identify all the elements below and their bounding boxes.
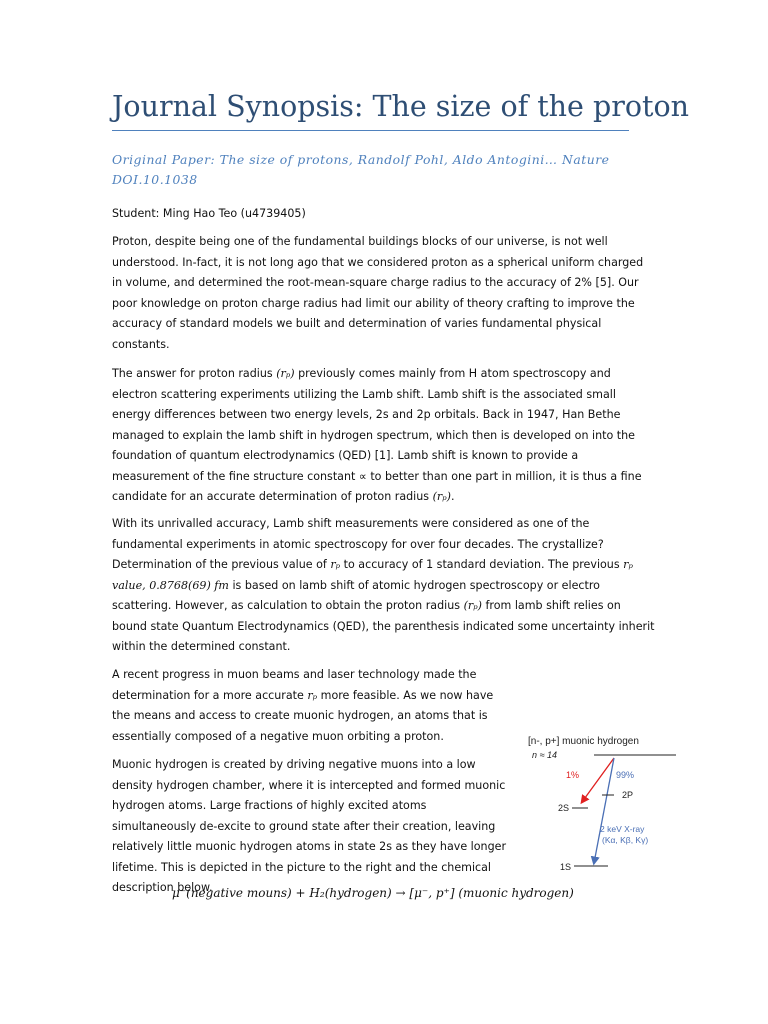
paragraph-muonic-hydrogen: Muonic hydrogen is created by driving negative muons into a low density hydrogen chamber, where it is intercepted and formed muonic hydrogen atoms. Large fractions of highly excited atoms simultaneously de-excite to ground state after their creation, leaving relatively little muonic hydrogen atoms in state 2s as they have longer lifetime. This is depicted in the picture to the right and the chemical description below. <box>112 758 507 894</box>
paragraph-text: A recent progress in muon beams and laser technology made the determination for a more accurate <box>112 668 477 702</box>
level-2p-label: 2P <box>622 790 634 800</box>
chemical-equation: μ⁻(negative mouns) + H₂(hydrogen) → [μ⁻, p⁺] (muonic hydrogen) <box>172 886 574 900</box>
diagram-title: [n-, p+] muonic hydrogen <box>528 736 639 747</box>
paragraph-text: . <box>451 490 455 503</box>
xray-label: 2 keV X-ray <box>600 824 645 834</box>
level-n-label: n ≈ 14 <box>532 750 557 760</box>
proton-radius-symbol: rₚ <box>307 688 318 702</box>
level-1s-label: 1S <box>560 862 572 872</box>
proton-radius-symbol: (rₚ) <box>276 367 295 380</box>
proton-radius-symbol: (rₚ) <box>432 490 452 503</box>
proton-radius-value: rₚ value, 0.8768(69) fm <box>112 558 633 592</box>
paragraph-introduction: Proton, despite being one of the fundamental buildings blocks of our universe, is not well understood. In-fact, it is not long ago that we considered proton as a spherical uniform charged in volume, and determined the root-mean-square charge radius to the accuracy of 2% [5]. Our poor knowledge on proton charge radius had limit our ability of theory crafting to improve the accuracy of standard models we built and determination of varies fundamental physical constants. <box>112 235 644 351</box>
paragraph-lamb-shift <box>112 364 656 508</box>
transition-99pct-label: 99% <box>616 770 635 780</box>
proton-radius-symbol: rₚ <box>330 558 341 571</box>
title-underline <box>112 130 629 131</box>
level-2s-label: 2S <box>558 803 570 813</box>
paragraph-text: from lamb shift relies on bound state Quantum Electrodynamics (QED), the parenthesis indicated some uncertainty inherit within the determined constant. <box>112 599 655 653</box>
paragraph-text: previously comes mainly from H atom spectroscopy and electron scattering experiments utilizing the Lamb shift. Lamb shift is the associated small energy differences between two energy levels, 2s and 2p orbitals. Back in 1947, Han Bethe managed to explain the lamb shift in hydrogen spectrum, which then is developed on into the foundation of quantum electrodynamics (QED) [1]. Lamb shift is known to provide a measurement of the fine structure constant ∝ to better than one part in million, it is thus a fine candidate for an accurate determination of proton radius <box>112 367 642 503</box>
paragraph-text: is based on lamb shift of atomic hydrogen spectroscopy or electro scattering. However, as calculation to obtain the proton radius <box>112 578 600 612</box>
student-line: Student: Ming Hao Teo (u4739405) <box>112 207 306 220</box>
proton-radius-symbol: (rₚ) <box>463 599 482 612</box>
paragraph-text: With its unrivalled accuracy, Lamb shift measurements were considered as one of the fundamental experiments in atomic spectroscopy for over four decades. The crystallize? Determination of the previous value of <box>112 517 604 571</box>
blue-transition-arrow <box>594 758 614 863</box>
original-paper-citation: Original Paper: The size of protons, Randolf Pohl, Aldo Antogini… Nature DOI.10.1038 <box>112 152 610 187</box>
paragraph-text: to accuracy of 1 standard deviation. The previous <box>340 558 624 571</box>
paragraph-text: The answer for proton radius <box>112 367 277 380</box>
paragraph-previous-value <box>112 514 656 658</box>
paragraph-text: more feasible. As we now have the means and access to create muonic hydrogen, an atoms that is essentially composed of a negative muon orbiting a proton. <box>112 688 494 743</box>
paragraph-muon-beams <box>112 665 512 747</box>
document-title: Journal Synopsis: The size of the proton <box>112 90 689 123</box>
xray-lines-label: (Kα, Kβ, Kγ) <box>602 835 649 845</box>
muonic-hydrogen-energy-diagram <box>522 728 682 878</box>
transition-1pct-label: 1% <box>566 770 580 780</box>
